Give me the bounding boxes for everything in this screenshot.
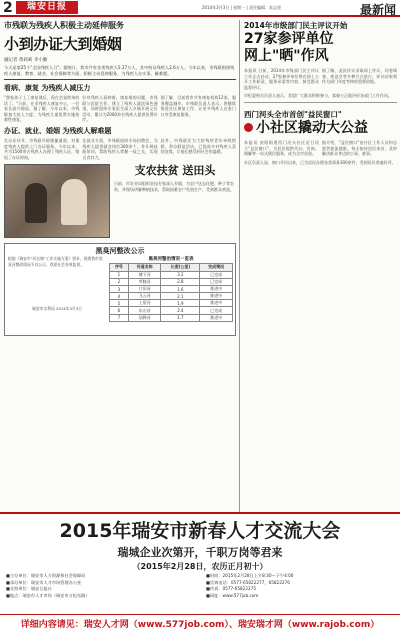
- table-row: [110, 307, 233, 314]
- right-article-1: [244, 68, 397, 90]
- right-article-2: [244, 140, 397, 157]
- table-cell: 4: [110, 293, 129, 300]
- right-column: [244, 20, 397, 165]
- table-cell: 2.8: [161, 278, 200, 285]
- article-columns-2: [4, 138, 236, 160]
- table-cell: 推进中: [200, 293, 233, 300]
- lead-paragraph: 今天是第25个"全国残疾人日"。据统计，我市共有各类残疾人5.27万人，其中持证残疾人2.6万人。今年以来，市残联围绕残疾人康复、教育、就业、社会保障等方面，积极主动延伸服务，为残疾人办实事、解难题。: [4, 65, 236, 80]
- right-headline-1a: 27家参评单位: [244, 31, 334, 47]
- notice-title: 黑臭河整改公示: [95, 247, 145, 256]
- ad-line: ■时间：2015年2月28日上午8:30—下午4:00: [206, 573, 294, 578]
- article-text: 在办证环节，市残联开辟便捷通道，对重度残疾人提供上门办证服务。今年以来，共为1500余名残疾人办理了残疾人证，缩短了办证时间。: [4, 137, 80, 160]
- article-text: 据了解，此次评议采取网上评议、问卷调查、座谈会等多种方式进行，评议结果将作为部门年度考核的重要依据。: [322, 68, 397, 85]
- section-title: 最新闻: [359, 3, 396, 17]
- ad-line: ■传真：0577-65822275: [206, 586, 257, 591]
- photo-figure: [25, 183, 47, 223]
- table-cell: 2: [110, 278, 129, 285]
- article-text: 针对残疾人看病难、康复难的问题，市残联与医院合作，建立了残疾人就医绿色通道，同时组织专家医生深入乡镇开展义诊活动，累计为2000余名残疾人提供免费诊疗。: [82, 95, 158, 123]
- table-cell: 东山河: [128, 307, 161, 314]
- table-row: [110, 314, 233, 321]
- red-dot-icon: [244, 123, 253, 132]
- right-kicker-2: 西门河头全市首创"益民窗口": [244, 109, 342, 119]
- table-caption: 黑臭河整治情况一览表: [148, 257, 194, 263]
- table-cell: 1.9: [161, 300, 200, 307]
- table-cell: 1.6: [161, 285, 200, 292]
- photo-title: 支农扶贫 送田头: [134, 164, 216, 178]
- table-body: [110, 271, 233, 321]
- job-fair-advertisement: [0, 512, 400, 634]
- public-notice-box: [4, 243, 236, 336]
- ad-details: [6, 573, 394, 613]
- right-kicker-1: 2014年市级部门民主评议开始: [244, 21, 348, 30]
- right-headline-1b: 网上"晒"作风: [244, 48, 329, 64]
- table-header: 河道名称: [128, 264, 161, 271]
- table-row: [110, 271, 233, 278]
- byline: 融记者 黄莉莉 李小勤: [4, 58, 48, 63]
- photo-figure: [61, 179, 87, 225]
- ad-slogan: 瑞城企业次第开，千职万岗等君来: [117, 546, 283, 559]
- table-cell: 莘塍河: [128, 278, 161, 285]
- article-text: "我家孩子上了康复课后，现在会说简单的话了。"日前，在市残疾人康复中心，一位家长高兴地说。据了解，今年以来，市残联加大投入力度，为残疾儿童免费实施抢救性康复。: [4, 95, 80, 123]
- table-cell: 汀田河: [128, 285, 161, 292]
- article-text: 社区负责人说，窗口开设以来，已为居民办理各类事务300余件，受到居民普遍好评。: [244, 159, 396, 165]
- notice-text: 根据《瑞安市"河长制"工作实施方案》要求，现将我市黑臭河整改情况予以公示，欢迎社会各界监督。: [8, 256, 103, 267]
- ad-line: ■承办单位：瑞安市人才市场管理办公室: [6, 579, 82, 585]
- table-row: [110, 293, 233, 300]
- table-cell: 已完成: [200, 271, 233, 278]
- table-cell: 7: [110, 314, 129, 321]
- table-cell: 1.7: [161, 314, 200, 321]
- article-text: 本报讯 安阳街道西门河头社区近日设立"益民窗口"，为居民提供代办、咨询、调解等一站式便民服务，成为全市首创。: [244, 139, 319, 157]
- article-text: 据了解，目前我市共有康复机构12家，服务覆盖城乡。市残联负责人表示，将继续推进社区康复工作，让更多残疾人在家门口享受康复服务。: [160, 95, 236, 117]
- table-cell: 6: [110, 307, 129, 314]
- table-cell: 飞云河: [128, 293, 161, 300]
- issue-meta: 2014年3月3日 | 星期一 | 责任编辑：朱志坚: [202, 5, 282, 10]
- subhead-services: 办证、就业、婚姻 为残疾人解难题: [4, 126, 112, 135]
- table-row: [110, 300, 233, 307]
- article-text: 此外，市残联还为大龄残疾青年牵线搭桥，举办联谊活动，已促成多对残疾人喜结良缘，让他们感受到社会的温暖。: [160, 137, 236, 155]
- ad-date: （2015年2月28日，农历正月初十）: [132, 562, 268, 571]
- river-table: [109, 256, 233, 322]
- subhead-health: 看病、康复 为残疾人减压力: [4, 84, 91, 92]
- notice-footer: 瑞安市水利局 2014年3月3日: [32, 306, 82, 312]
- table-cell: 推进中: [200, 314, 233, 321]
- table-header: 完成情况: [200, 264, 233, 271]
- photo-story: [4, 164, 236, 238]
- table-cell: 2.1: [161, 293, 200, 300]
- left-column: [4, 20, 236, 336]
- table-cell: 1: [110, 271, 129, 278]
- table-cell: 已完成: [200, 278, 233, 285]
- photo-side: [114, 164, 236, 238]
- ad-line: ■咨询电话：0577-65822277，65822276: [206, 579, 290, 585]
- ad-line: ■主办单位：瑞安市人力资源和社会保障局: [6, 573, 86, 578]
- page-number: 2: [3, 0, 13, 16]
- ad-line: ■支持单位：瑞安日报社: [6, 586, 52, 591]
- table-header: 长度(公里): [161, 264, 200, 271]
- article-text: 本报讯 日前，2014年市级部门民主评议工作正式启动，27家参评单位将在网上公开工作职责、服务承诺等内容，接受群众监督评议。: [244, 68, 319, 90]
- news-photo: [4, 164, 110, 238]
- right-article-1b: [244, 93, 397, 99]
- main-kicker: 市残联为残疾人积极主动延伸服务: [4, 21, 124, 30]
- ad-left-lines: [6, 573, 196, 599]
- article-columns-1: [4, 95, 236, 123]
- right-headline-2: 小社区撬动大公益: [244, 120, 397, 137]
- table-cell: 仙降河: [128, 314, 161, 321]
- newspaper-logo: 瑞安日报: [16, 1, 78, 14]
- table-cell: 3: [110, 285, 129, 292]
- ad-line: ■地点：瑞安市人才市场（瑞安市万松东路）: [6, 592, 90, 598]
- article-text: 据介绍，"益民窗口"由社区工作人员和志愿者轮流值班，每天接待居民来访，及时解决群众身边的小事、难事。: [322, 139, 397, 157]
- divider: [244, 102, 397, 103]
- table-cell: 5: [110, 300, 129, 307]
- table-cell: 2.4: [161, 307, 200, 314]
- table-cell: 推进中: [200, 300, 233, 307]
- table-cell: 上望河: [128, 300, 161, 307]
- column-divider: [239, 20, 240, 512]
- ad-footer: 详细内容请见：瑞安人才网（www.577job.com）、瑞安瑞才网（www.rajob.com）: [0, 614, 400, 634]
- main-headline: 小到办证大到婚姻: [4, 35, 122, 53]
- ad-title: 2015年瑞安市新春人才交流大会: [59, 520, 341, 542]
- table-row: [110, 285, 233, 292]
- ad-line: ■网址：www.577job.com: [206, 592, 259, 598]
- table-header: 序号: [110, 264, 129, 271]
- table-cell: 3.2: [161, 271, 200, 278]
- article-text: 在就业方面，市残联组织专场招聘会，为残疾人提供就业岗位300余个，并开展技能培训，帮助残疾人掌握一技之长，实现自食其力。: [82, 137, 158, 160]
- masthead: [0, 0, 400, 17]
- table-header-row: [110, 264, 233, 271]
- table-cell: 推进中: [200, 285, 233, 292]
- article-text: 市纪委相关负责人表示，希望广大群众积极参与，客观公正地评价各部门工作作风。: [244, 93, 392, 99]
- ad-right-lines: [206, 573, 394, 599]
- table-cell: 塘下河: [128, 271, 161, 278]
- table-cell: 已完成: [200, 307, 233, 314]
- right-article-2b: [244, 160, 397, 166]
- table-row: [110, 278, 233, 285]
- photo-caption: 日前，市农业局组织农技专家深入乡镇，为农户送去化肥、种子等农资，并现场讲解种植技术，帮助困难农户发展生产，受到群众欢迎。: [114, 181, 234, 192]
